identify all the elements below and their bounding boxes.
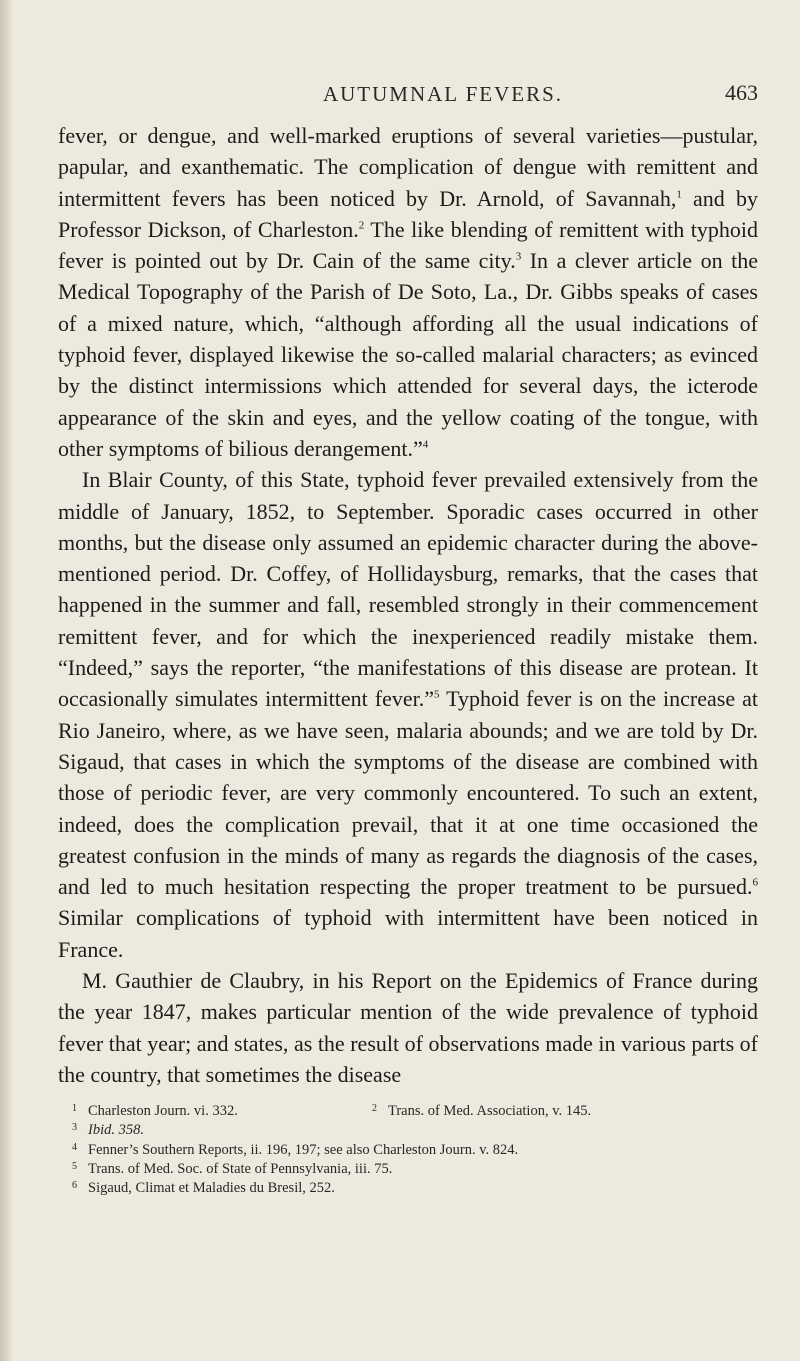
- running-head: AUTUMNAL FEVERS.: [322, 82, 564, 106]
- footnote-5: [72, 1160, 392, 1179]
- body-text: [58, 120, 758, 1090]
- footnote-6: [72, 1179, 335, 1198]
- footnote-text: Fenner’s Southern Reports, ii. 196, 197; see also Charleston Journ. v. 824.: [88, 1141, 519, 1158]
- footnote-ref-4: 4: [422, 438, 429, 451]
- footnote-row: [58, 1179, 758, 1198]
- footnote-ref-3: 3: [515, 250, 522, 263]
- text-run: In Blair County, of this State, typhoid fever prevailed extensively from the middle of January, 1852, to September. Sporadic cases occurred in other months, but the disease only assumed an epidemic character during the above-mentioned period. Dr. Coffey, of Hollidaysburg, remarks, that the cases that happened in the summer and fall, resembled strongly in their commencement remittent fever, and for which the inexperienced readily mistake them. “Indeed,” says the reporter, “the manifestations of this disease are protean. It occasionally simulates intermittent fever.”: [58, 467, 758, 712]
- page-binding-edge: [0, 0, 12, 1361]
- text-run: The like blending of remittent with typhoid fever is pointed out by Dr. Cain of the same city.: [58, 216, 758, 274]
- text-run: In a clever article on the Medical Topography of the Parish of De Soto, La., Dr. Gibbs speaks of cases of a mixed nature, which, “although affording all the usual indications of typhoid fever, displayed likewise the so-called malarial characters; as evinced by the distinct intermissions which attended for several days, the icterode appearance of the skin and eyes, and the yellow coating of the tongue, with other symptoms of bilious derangement.”: [58, 248, 758, 461]
- footnote-number: 6: [72, 1180, 77, 1192]
- page-header: [58, 70, 758, 110]
- footnote-number: 2: [372, 1103, 377, 1115]
- text-run: M. Gauthier de Claubry, in his Report on the Epidemics of France during the year 1847, makes particular mention of the wide prevalence of typhoid fever that year; and states, as the result of observations made in various parts of the country, that sometimes the disease: [58, 968, 758, 1087]
- footnote-text: Trans. of Med. Soc. of State of Pennsylvania, iii. 75.: [88, 1160, 393, 1177]
- footnote-text: Charleston Journ. vi. 332.: [88, 1103, 238, 1120]
- text-run: Typhoid fever is on the increase at Rio Janeiro, where, as we have seen, malaria abounds; and we are told by Dr. Sigaud, that cases in which the symptoms of the disease are combined with those of periodic fever, are very commonly encountered. To such an extent, indeed, does the complication prevail, that it at one time occasioned the greatest confusion in the minds of many as regards the diagnosis of the cases, and led to much hesitation respecting the proper treatment to be pursued.: [58, 686, 758, 900]
- book-page: [58, 70, 758, 1198]
- text-run: and by Professor Dickson, of Charleston.: [58, 185, 759, 242]
- footnote-ref-1: 1: [676, 188, 682, 201]
- footnote-2: [372, 1102, 591, 1121]
- footnote-number: 5: [72, 1160, 77, 1172]
- paragraph-2: [58, 464, 758, 965]
- paragraph-1: [58, 120, 758, 464]
- footnote-number: 4: [72, 1141, 77, 1153]
- footnote-text: Ibid. 358.: [88, 1122, 144, 1139]
- footnote-row: [58, 1141, 758, 1160]
- footnote-ref-5: 5: [434, 689, 440, 702]
- footnote-1: [72, 1102, 372, 1121]
- footnotes: [58, 1102, 758, 1198]
- footnote-number: 1: [72, 1103, 77, 1115]
- footnote-row: [58, 1102, 758, 1121]
- footnote-row: [58, 1160, 758, 1179]
- footnote-text: Sigaud, Climat et Maladies du Bresil, 252.: [88, 1180, 335, 1197]
- footnote-ref-6: 6: [752, 876, 758, 889]
- footnote-ref-2: 2: [358, 219, 365, 232]
- footnote-number: 3: [72, 1122, 77, 1134]
- paragraph-3: [58, 965, 758, 1090]
- page-number: 463: [725, 80, 758, 105]
- text-run: fever, or dengue, and well-marked eruptions of several varieties—pustular, papular, and exanthematic. The complication of dengue with remittent and intermittent fevers has been noticed by Dr. Arnold, of Savannah,: [58, 123, 758, 211]
- text-run: Similar complications of typhoid with intermittent have been noticed in France.: [58, 905, 758, 962]
- footnote-4: [72, 1141, 518, 1160]
- footnote-text: Trans. of Med. Association, v. 145.: [388, 1103, 592, 1120]
- footnote-row: [58, 1121, 758, 1140]
